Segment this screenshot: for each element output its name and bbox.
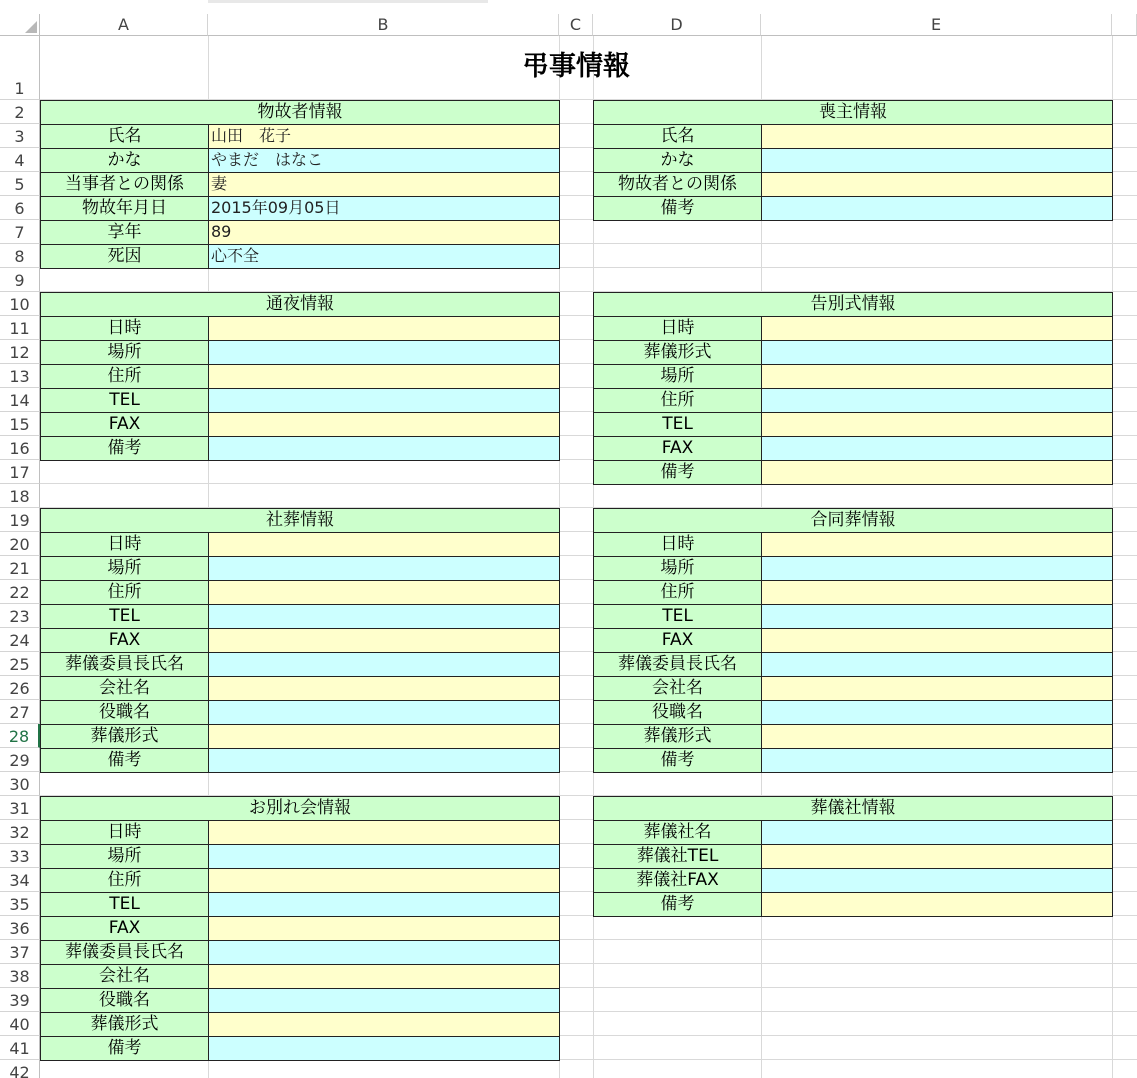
row-header-35[interactable]: 35	[0, 892, 40, 916]
section-header[interactable]: 社葬情報	[40, 508, 560, 533]
row-header-3[interactable]: 3	[0, 124, 40, 148]
field-value[interactable]	[208, 556, 560, 581]
field-label[interactable]: 備考	[40, 436, 209, 461]
field-label[interactable]: 会社名	[40, 964, 209, 989]
field-value[interactable]: 心不全	[208, 244, 560, 269]
field-value[interactable]	[208, 988, 560, 1013]
field-label[interactable]: 当事者との関係	[40, 172, 209, 197]
field-label[interactable]: 葬儀形式	[40, 1012, 209, 1037]
row-header-33[interactable]: 33	[0, 844, 40, 868]
field-value[interactable]	[761, 316, 1113, 341]
field-label[interactable]: 場所	[40, 340, 209, 365]
column-header-d[interactable]: D	[593, 14, 761, 36]
field-value[interactable]	[761, 724, 1113, 749]
field-value[interactable]	[208, 436, 560, 461]
field-label[interactable]: 場所	[40, 844, 209, 869]
field-value[interactable]	[761, 676, 1113, 701]
field-value[interactable]	[208, 412, 560, 437]
field-label[interactable]: 場所	[40, 556, 209, 581]
field-value[interactable]	[761, 892, 1113, 917]
field-label[interactable]: 会社名	[593, 676, 762, 701]
field-label[interactable]: 葬儀社FAX	[593, 868, 762, 893]
field-label[interactable]: 住所	[40, 364, 209, 389]
row-header-25[interactable]: 25	[0, 652, 40, 676]
section-header[interactable]: 合同葬情報	[593, 508, 1113, 533]
field-label[interactable]: FAX	[40, 412, 209, 437]
section-header[interactable]: 物故者情報	[40, 100, 560, 125]
field-label[interactable]: 役職名	[40, 700, 209, 725]
row-header-16[interactable]: 16	[0, 436, 40, 460]
field-label[interactable]: 備考	[593, 892, 762, 917]
field-label[interactable]: 備考	[593, 196, 762, 221]
field-value[interactable]	[208, 868, 560, 893]
field-value[interactable]	[208, 700, 560, 725]
row-header-24[interactable]: 24	[0, 628, 40, 652]
column-header-a[interactable]: A	[40, 14, 208, 36]
section-header[interactable]: 通夜情報	[40, 292, 560, 317]
top-edge	[0, 0, 1137, 14]
row-header-12[interactable]: 12	[0, 340, 40, 364]
field-value[interactable]	[208, 676, 560, 701]
field-value[interactable]	[208, 820, 560, 845]
row-header-9[interactable]: 9	[0, 268, 40, 292]
select-all-corner[interactable]	[0, 14, 40, 36]
row-header-21[interactable]: 21	[0, 556, 40, 580]
field-label[interactable]: 葬儀形式	[40, 724, 209, 749]
field-label[interactable]: 葬儀委員長氏名	[593, 652, 762, 677]
field-value[interactable]	[761, 580, 1113, 605]
field-value[interactable]: やまだ はなこ	[208, 148, 560, 173]
row-header-41[interactable]: 41	[0, 1036, 40, 1060]
field-label[interactable]: 役職名	[593, 700, 762, 725]
sheet-title[interactable]: 弔事情報	[522, 51, 630, 82]
field-label[interactable]: 会社名	[40, 676, 209, 701]
row-header-18[interactable]: 18	[0, 484, 40, 508]
section-header[interactable]: 告別式情報	[593, 292, 1113, 317]
field-label[interactable]: 住所	[593, 580, 762, 605]
row-header-5[interactable]: 5	[0, 172, 40, 196]
row-header-29[interactable]: 29	[0, 748, 40, 772]
field-value[interactable]	[761, 844, 1113, 869]
row-header-34[interactable]: 34	[0, 868, 40, 892]
field-value[interactable]	[761, 436, 1113, 461]
field-label[interactable]: 物故者との関係	[593, 172, 762, 197]
row-header-31[interactable]: 31	[0, 796, 40, 820]
field-value[interactable]	[761, 124, 1113, 149]
field-value[interactable]	[208, 724, 560, 749]
field-label[interactable]: FAX	[593, 436, 762, 461]
field-value[interactable]	[761, 652, 1113, 677]
row-header-39[interactable]: 39	[0, 988, 40, 1012]
column-header-e[interactable]: E	[761, 14, 1112, 36]
field-value[interactable]: 2015年09月05日	[208, 196, 560, 221]
field-value[interactable]	[761, 172, 1113, 197]
row-header-2[interactable]: 2	[0, 100, 40, 124]
row-header-38[interactable]: 38	[0, 964, 40, 988]
field-label[interactable]: 備考	[40, 1036, 209, 1061]
field-value[interactable]	[208, 1012, 560, 1037]
field-label[interactable]: 葬儀委員長氏名	[40, 652, 209, 677]
field-value[interactable]: 山田 花子	[208, 124, 560, 149]
field-value[interactable]	[208, 940, 560, 965]
row-header-27[interactable]: 27	[0, 700, 40, 724]
row-header-40[interactable]: 40	[0, 1012, 40, 1036]
column-header-next[interactable]	[1112, 14, 1137, 36]
field-label[interactable]: 日時	[593, 532, 762, 557]
field-value[interactable]	[208, 532, 560, 557]
row-header-15[interactable]: 15	[0, 412, 40, 436]
field-label[interactable]: 役職名	[40, 988, 209, 1013]
field-label[interactable]: 氏名	[593, 124, 762, 149]
field-label[interactable]: TEL	[593, 604, 762, 629]
field-label[interactable]: 備考	[40, 748, 209, 773]
row-header-19[interactable]: 19	[0, 508, 40, 532]
field-value[interactable]	[761, 364, 1113, 389]
row-header-23[interactable]: 23	[0, 604, 40, 628]
field-value[interactable]: 妻	[208, 172, 560, 197]
row-header-10[interactable]: 10	[0, 292, 40, 316]
row-header-4[interactable]: 4	[0, 148, 40, 172]
field-value[interactable]	[208, 892, 560, 917]
row-header-8[interactable]: 8	[0, 244, 40, 268]
field-value[interactable]	[208, 340, 560, 365]
field-label[interactable]: 享年	[40, 220, 209, 245]
field-value[interactable]	[761, 868, 1113, 893]
field-value[interactable]	[761, 748, 1113, 773]
field-value[interactable]	[761, 532, 1113, 557]
row-header-20[interactable]: 20	[0, 532, 40, 556]
field-value[interactable]	[208, 580, 560, 605]
row-header-30[interactable]: 30	[0, 772, 40, 796]
field-label[interactable]: FAX	[40, 628, 209, 653]
field-value[interactable]	[208, 964, 560, 989]
row-header-13[interactable]: 13	[0, 364, 40, 388]
section-header[interactable]: 喪主情報	[593, 100, 1113, 125]
field-label[interactable]: 葬儀委員長氏名	[40, 940, 209, 965]
field-label[interactable]: 死因	[40, 244, 209, 269]
field-label[interactable]: 日時	[40, 316, 209, 341]
field-value[interactable]	[761, 388, 1113, 413]
field-value[interactable]	[761, 148, 1113, 173]
row-header-11[interactable]: 11	[0, 316, 40, 340]
row-header-26[interactable]: 26	[0, 676, 40, 700]
field-label[interactable]: 物故年月日	[40, 196, 209, 221]
field-label[interactable]: 場所	[593, 556, 762, 581]
row-header-37[interactable]: 37	[0, 940, 40, 964]
row-header-32[interactable]: 32	[0, 820, 40, 844]
field-label[interactable]: TEL	[40, 604, 209, 629]
field-label[interactable]: かな	[40, 148, 209, 173]
row-header-6[interactable]: 6	[0, 196, 40, 220]
field-value[interactable]	[208, 844, 560, 869]
field-label[interactable]: 葬儀形式	[593, 340, 762, 365]
field-label[interactable]: 日時	[40, 820, 209, 845]
field-value[interactable]	[208, 652, 560, 677]
field-label[interactable]: FAX	[593, 628, 762, 653]
field-value[interactable]	[208, 364, 560, 389]
column-header-c[interactable]: C	[559, 14, 593, 36]
field-label[interactable]: 備考	[593, 460, 762, 485]
section-header[interactable]: 葬儀社情報	[593, 796, 1113, 821]
row-header-22[interactable]: 22	[0, 580, 40, 604]
top-tab-strip	[208, 0, 488, 3]
row-header-17[interactable]: 17	[0, 460, 40, 484]
row-header-14[interactable]: 14	[0, 388, 40, 412]
field-value[interactable]	[761, 460, 1113, 485]
field-label[interactable]: 葬儀社名	[593, 820, 762, 845]
field-label[interactable]: 氏名	[40, 124, 209, 149]
field-value[interactable]	[208, 316, 560, 341]
field-value[interactable]	[208, 388, 560, 413]
field-value[interactable]	[761, 412, 1113, 437]
field-value[interactable]	[761, 820, 1113, 845]
field-value[interactable]	[761, 700, 1113, 725]
field-value[interactable]	[208, 748, 560, 773]
row-header-42[interactable]: 42	[0, 1060, 40, 1078]
row-header-1[interactable]: 1	[0, 36, 40, 100]
field-value[interactable]	[761, 340, 1113, 365]
field-label[interactable]: TEL	[40, 388, 209, 413]
field-value[interactable]	[761, 628, 1113, 653]
field-label[interactable]: 備考	[593, 748, 762, 773]
field-label[interactable]: 場所	[593, 364, 762, 389]
field-label[interactable]: 住所	[40, 580, 209, 605]
column-header-b[interactable]: B	[208, 14, 559, 36]
field-label[interactable]: 日時	[40, 532, 209, 557]
field-label[interactable]: 住所	[40, 868, 209, 893]
field-label[interactable]: 日時	[593, 316, 762, 341]
field-value[interactable]	[208, 628, 560, 653]
field-value[interactable]: 89	[208, 220, 560, 245]
field-label[interactable]: FAX	[40, 916, 209, 941]
field-label[interactable]: 葬儀社TEL	[593, 844, 762, 869]
field-label[interactable]: TEL	[593, 412, 762, 437]
field-value[interactable]	[761, 196, 1113, 221]
field-label[interactable]: 葬儀形式	[593, 724, 762, 749]
field-label[interactable]: 住所	[593, 388, 762, 413]
section-header[interactable]: お別れ会情報	[40, 796, 560, 821]
field-value[interactable]	[761, 604, 1113, 629]
row-header-7[interactable]: 7	[0, 220, 40, 244]
field-value[interactable]	[761, 556, 1113, 581]
field-value[interactable]	[208, 916, 560, 941]
row-header-28[interactable]: 28	[0, 724, 40, 748]
field-value[interactable]	[208, 604, 560, 629]
row-header-36[interactable]: 36	[0, 916, 40, 940]
field-label[interactable]: TEL	[40, 892, 209, 917]
field-value[interactable]	[208, 1036, 560, 1061]
field-label[interactable]: かな	[593, 148, 762, 173]
